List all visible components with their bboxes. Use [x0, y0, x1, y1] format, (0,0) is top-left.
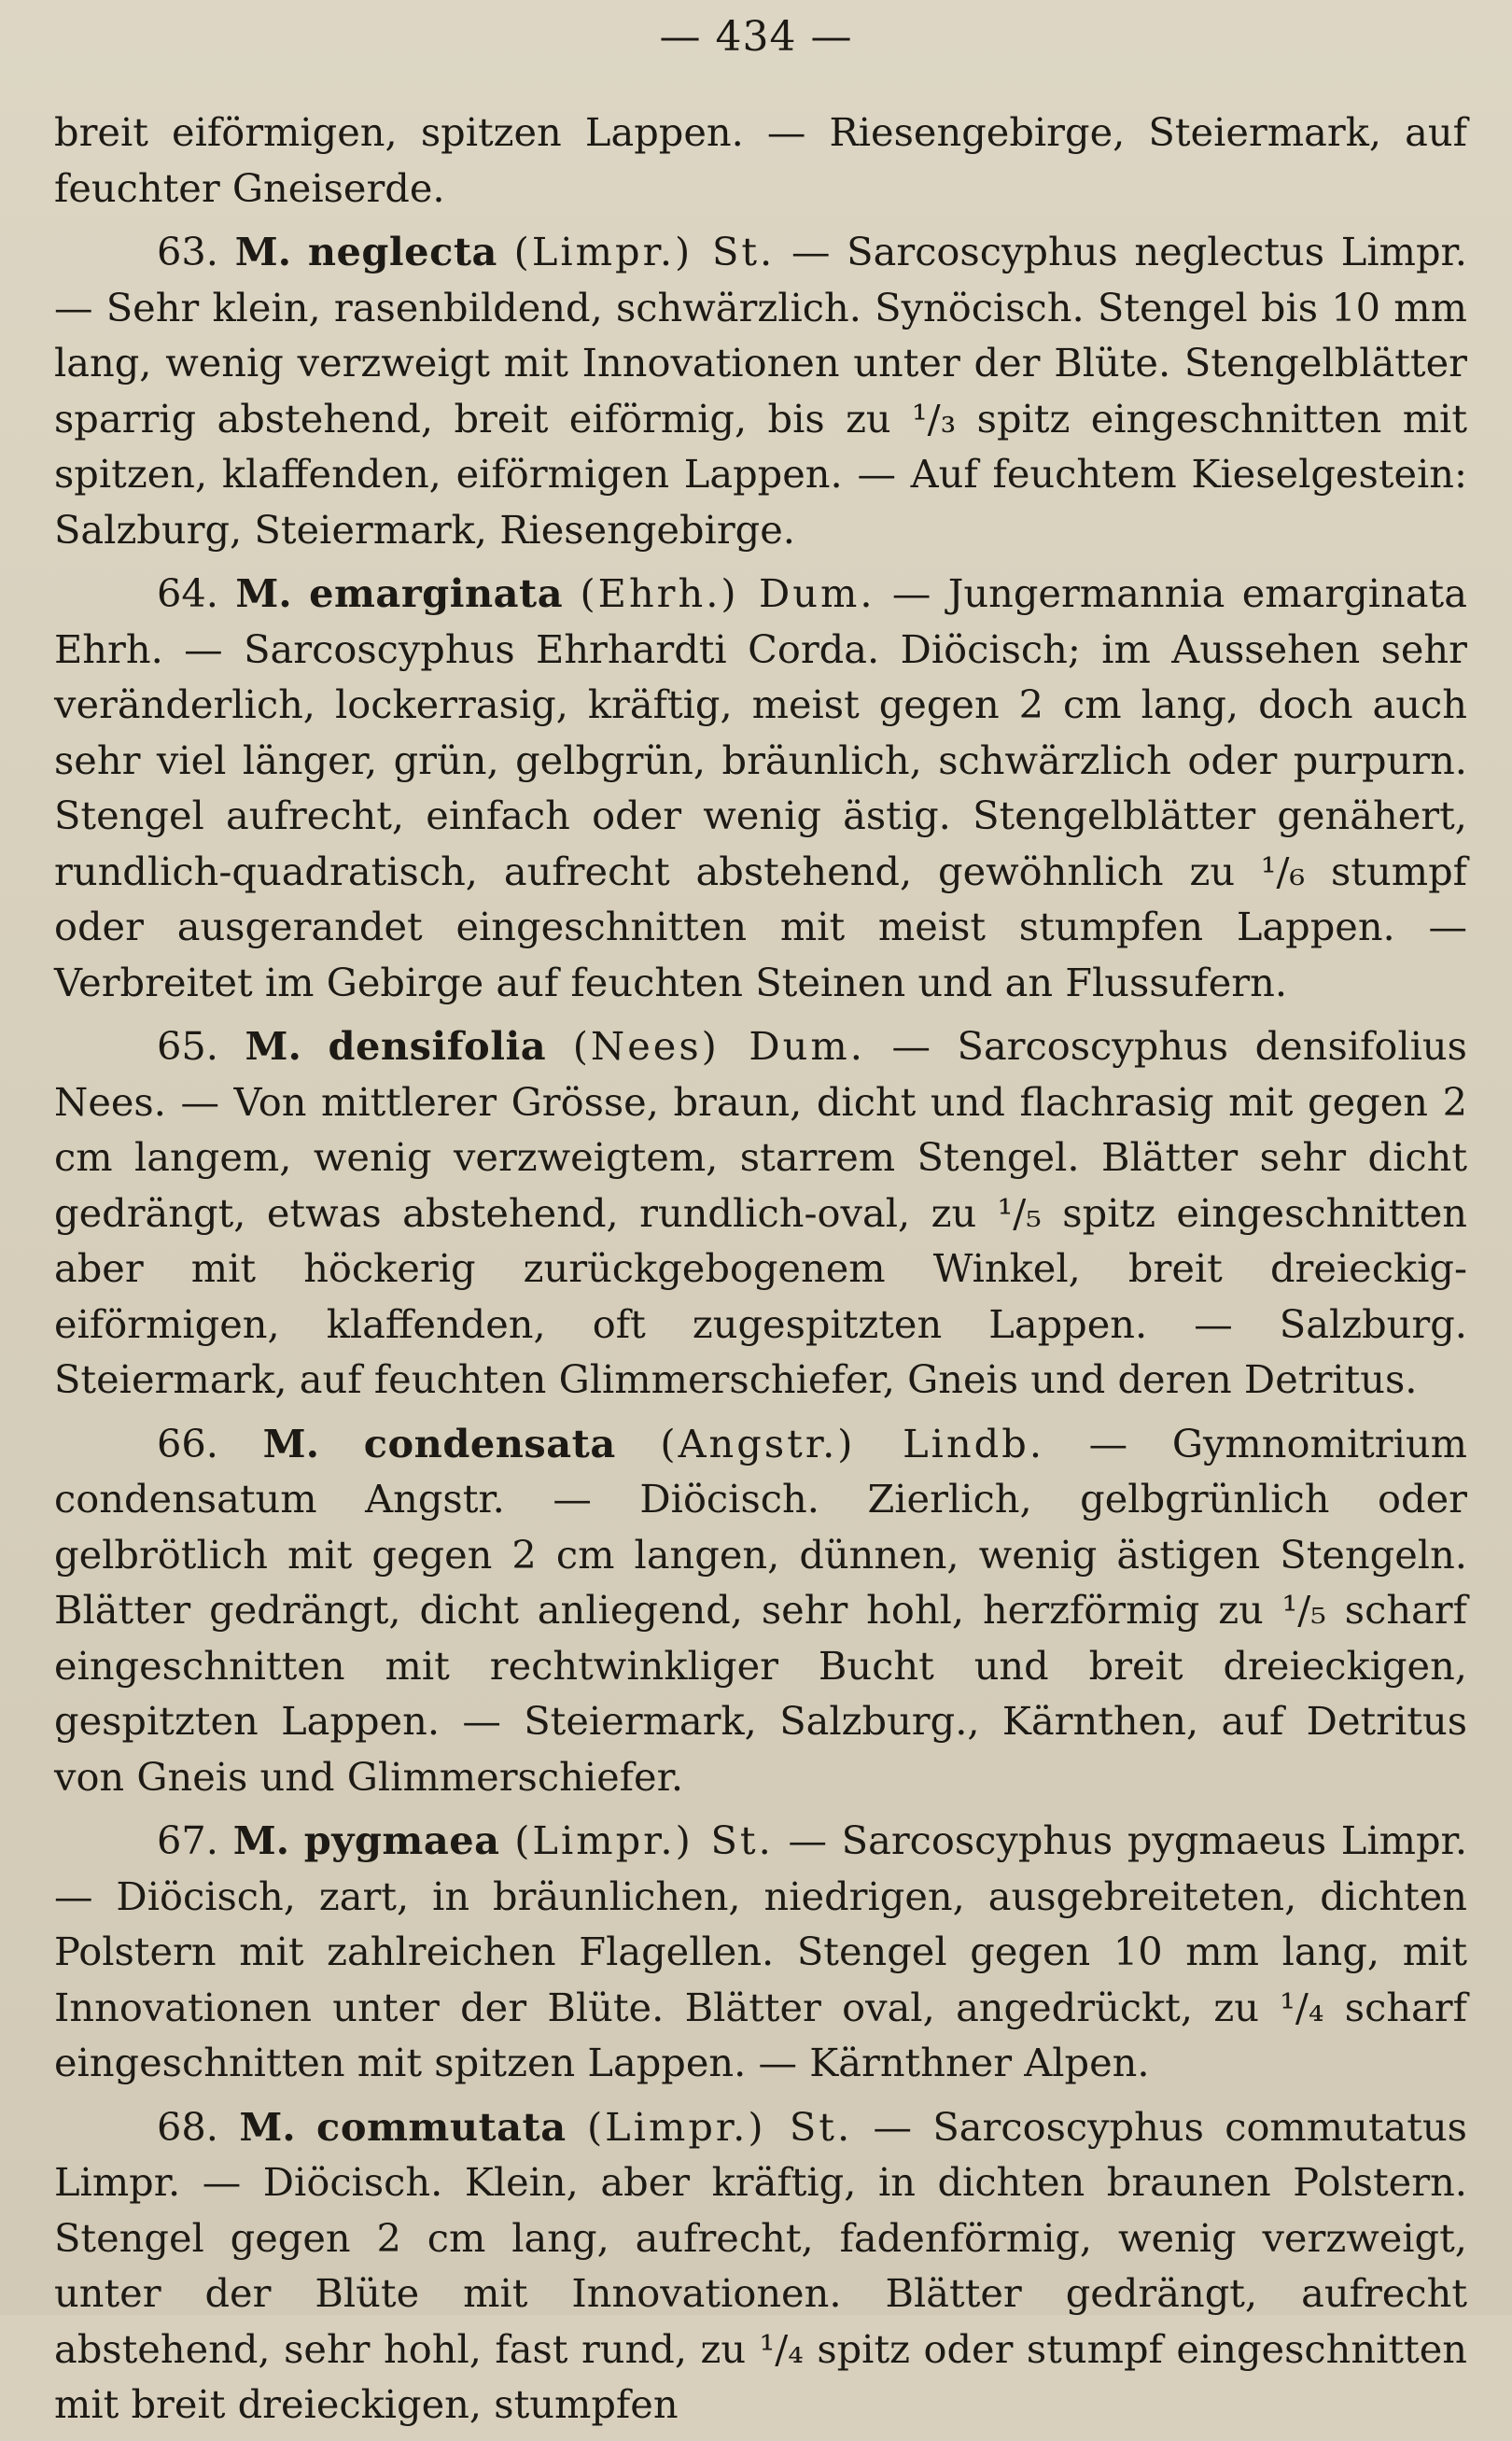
entry-65: [54, 1018, 1467, 1408]
entry-description: — Sarcoscyphus pygmaeus Limpr. — Diöcisch, zart, in bräunlichen, niedrigen, ausgebreiteten, dichten Polstern mit zahlreichen Flagellen. Stengel gegen 10 mm lang, mit Innovationen unter der Blüte. Blätter oval, angedrückt, zu ¹/₄ scharf eingeschnitten mit spitzen Lappen. — Kärnthner Alpen.: [54, 1817, 1468, 2085]
entry-66: [54, 1416, 1467, 1805]
genus-abbrev: M.: [232, 1817, 290, 1863]
genus-abbrev: M.: [245, 1023, 301, 1069]
species-name: pygmaea: [303, 1817, 500, 1863]
species-name: emarginata: [309, 570, 564, 616]
entry-description: — Sarcoscyphus neglectus Limpr. — Sehr klein, rasenbildend, schwärzlich. Synöcisch. Stengel bis 10 mm lang, wenig verzweigt mit Innovationen unter der Blüte. Stengelblätter sparrig abstehend, breit eiförmig, bis zu ¹/₃ spitz eingeschnitten mit spitzen, klaffenden, eiförmigen Lappen. — Auf feuchtem Kieselgestein: Salzburg, Steiermark, Riesengebirge.: [54, 229, 1467, 553]
entry-number: 65.: [157, 1023, 218, 1069]
entry-description: — Gymnomitrium condensatum Angstr. — Diöcisch. Zierlich, gelbgrünlich oder gelbrötlich mit gegen 2 cm langen, dünnen, wenig ästigen Stengeln. Blätter gedrängt, dicht anliegend, sehr hohl, herzförmig zu ¹/₅ scharf eingeschnitten mit rechtwinkliger Bucht und breit dreieckigen, gespitzten Lappen. — Steiermark, Salzburg., Kärnthen, auf Detritus von Gneis und Glimmerschiefer.: [54, 1420, 1467, 1800]
genus-abbrev: M.: [262, 1420, 320, 1466]
continuation-paragraph: breit eiförmigen, spitzen Lappen. — Riesengebirge, Steiermark, auf feuchter Gneiserde.: [54, 109, 1467, 211]
entry-number: 67.: [157, 1817, 218, 1863]
genus-abbrev: M.: [239, 2103, 296, 2150]
page-number: — 434 —: [659, 13, 853, 61]
entry-63: [54, 224, 1467, 557]
entry-number: 68.: [157, 2103, 218, 2150]
author-citation: (Limpr.) St.: [513, 229, 776, 274]
author-citation: (Ehrh.) Dum.: [580, 570, 875, 616]
genus-abbrev: M.: [234, 229, 292, 274]
entry-description: — Sarcoscyphus densifolius Nees. — Von mittlerer Grösse, braun, dicht und flachrasig mit gegen 2 cm langem, wenig verzweigtem, starrem Stengel. Blätter sehr dicht gedrängt, etwas abstehend, rundlich-oval, zu ¹/₅ spitz eingeschnitten aber mit höckerig zurückgebogenem Winkel, breit dreieckig-eiförmigen, klaffenden, oft zugespitzten Lappen. — Salzburg. Steiermark, auf feuchten Glimmerschiefer, Gneis und deren Detritus.: [54, 1023, 1467, 1402]
species-name: commutata: [316, 2103, 567, 2150]
author-citation: (Limpr.) St.: [586, 2103, 853, 2150]
entry-number: 63.: [157, 229, 218, 274]
species-name: condensata: [363, 1420, 616, 1466]
author-citation: (Angstr.) Lindb.: [660, 1420, 1045, 1466]
genus-abbrev: M.: [235, 570, 292, 616]
entry-description: — Jungermannia emarginata Ehrh. — Sarcoscyphus Ehrhardti Corda. Diöcisch; im Aussehen sehr veränderlich, lockerrasig, kräftig, meist gegen 2 cm lang, doch auch sehr viel länger, grün, gelbgrün, bräunlich, schwärzlich oder purpurn. Stengel aufrecht, einfach oder wenig ästig. Stengelblätter genähert, rundlich-quadratisch, aufrecht abstehend, gewöhnlich zu ¹/₆ stumpf oder ausgerandet eingeschnitten mit meist stumpfen Lappen. — Verbreitet im Gebirge auf feuchten Steinen und an Flussufern.: [54, 570, 1467, 1005]
entry-67: [54, 1813, 1467, 2091]
entry-68: [54, 2099, 1467, 2433]
entry-64: [54, 566, 1467, 1010]
entry-number: 66.: [157, 1420, 218, 1466]
entry-description: — Sarcoscyphus commutatus Limpr. — Diöcisch. Klein, aber kräftig, in dichten braunen Polstern. Stengel gegen 2 cm lang, aufrecht, fadenförmig, wenig verzweigt, unter der Blüte mit Innovationen. Blätter gedrängt, aufrecht abstehend, sehr hohl, fast rund, zu ¹/₄ spitz oder stumpf eingeschnitten mit breit dreieckigen, stumpfen: [54, 2103, 1467, 2427]
species-name: densifolia: [328, 1023, 547, 1069]
author-citation: (Nees) Dum.: [572, 1023, 865, 1069]
species-name: neglecta: [307, 229, 497, 274]
author-citation: (Limpr.) St.: [514, 1817, 774, 1863]
page-body: [54, 105, 1467, 2441]
entry-number: 64.: [157, 570, 218, 616]
